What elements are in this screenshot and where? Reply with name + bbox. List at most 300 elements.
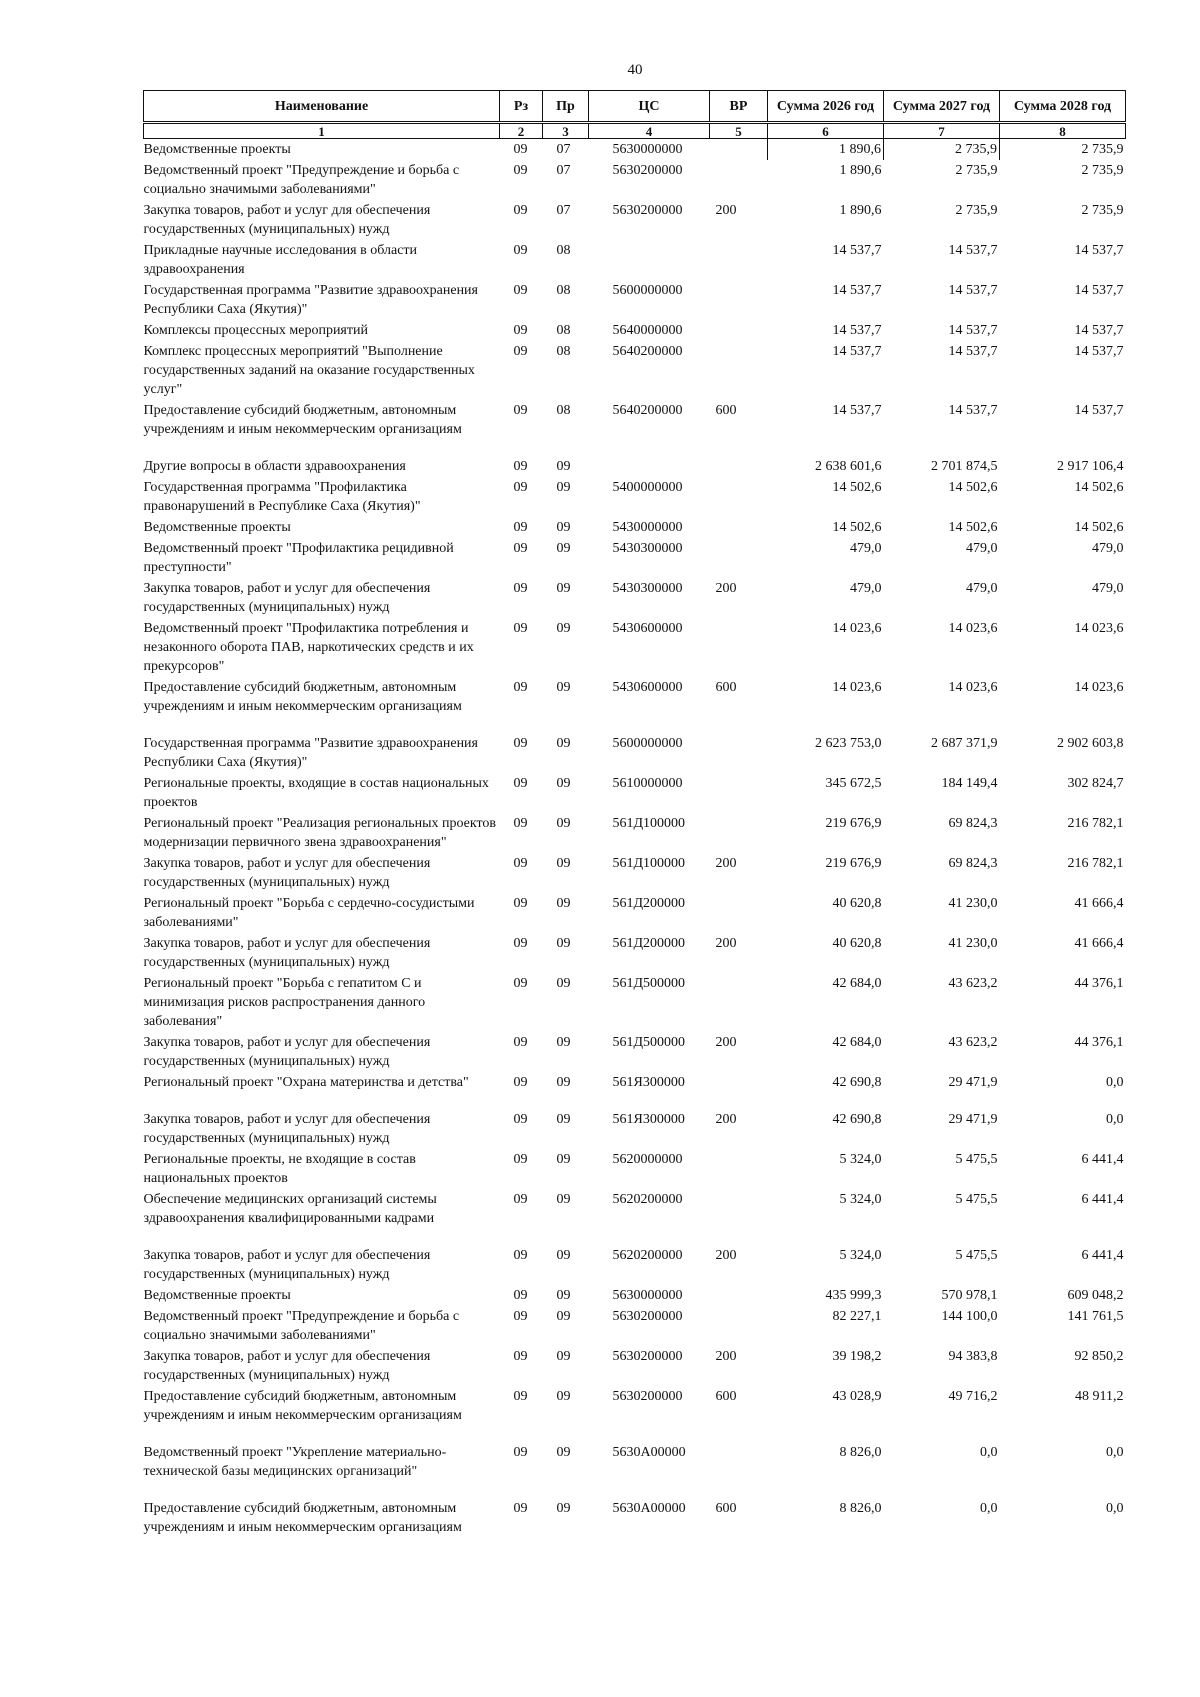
table-row [144,200,1126,240]
row-sum-2028: 44 376,1 [1074,1035,1124,1050]
row-spacer [144,1426,1126,1442]
row-name: Предоставление субсидий бюджетным, автономным учреждениям и иным некоммерческим организациям [143,1389,462,1423]
row-pr: 09 [556,1035,571,1050]
row-rz: 09 [513,1035,528,1050]
row-vr [710,477,768,517]
table-row [144,1442,1126,1482]
row-cs: 5600000000 [612,736,683,751]
row-name: Ведомственные проекты [143,1288,291,1303]
row-name: Другие вопросы в области здравоохранения [143,459,406,474]
row-sum-2027: 5 475,5 [955,1248,998,1263]
row-sum-2027: 41 230,0 [948,936,998,951]
row-cs: 5600000000 [612,283,683,298]
row-sum-2026: 8 826,0 [839,1445,882,1460]
column-number: 1 [144,123,500,139]
row-pr: 09 [556,856,571,871]
row-sum-2028: 6 441,4 [1081,1192,1124,1207]
spacer-cell [144,1482,1126,1498]
row-sum-2027: 49 716,2 [948,1389,998,1404]
row-name: Региональный проект "Борьба с сердечно-сосудистыми заболеваниями" [143,896,475,930]
table-row [144,618,1126,677]
row-rz: 09 [513,1075,528,1090]
table-row [144,1072,1126,1093]
row-name: Государственная программа "Развитие здравоохранения Республики Саха (Якутия)" [143,283,478,317]
row-sum-2027: 2 735,9 [884,139,1000,161]
row-rz: 09 [513,621,528,636]
row-cs [589,240,710,280]
column-number: 6 [768,123,884,139]
row-sum-2028: 41 666,4 [1074,936,1124,951]
row-vr [710,280,768,320]
row-sum-2026: 42 684,0 [832,976,882,991]
table-row [144,1032,1126,1072]
row-name: Предоставление субсидий бюджетным, автономным учреждениям и иным некоммерческим организациям [143,680,462,714]
row-pr: 08 [556,403,571,418]
table-row [144,1189,1126,1229]
row-sum-2028: 2 735,9 [1081,203,1124,218]
row-pr: 07 [556,163,571,178]
row-name: Закупка товаров, работ и услуг для обеспечения государственных (муниципальных) нужд [143,1035,431,1069]
row-sum-2027: 0,0 [980,1445,998,1460]
row-sum-2027: 184 149,4 [941,776,998,791]
table-row [144,733,1126,773]
row-pr: 09 [556,936,571,951]
row-sum-2026: 14 537,7 [832,403,882,418]
row-sum-2026: 14 537,7 [832,283,882,298]
table-row [144,456,1126,477]
row-cs: 5620200000 [612,1248,683,1263]
row-sum-2028: 14 502,6 [1074,520,1124,535]
budget-table [143,90,1126,1538]
spacer-cell [144,717,1126,733]
row-rz: 09 [513,736,528,751]
row-sum-2026: 42 690,8 [832,1112,882,1127]
row-name: Ведомственный проект "Предупреждение и борьба с социально значимыми заболеваниями" [143,1309,460,1343]
row-rz: 09 [513,1389,528,1404]
row-name: Региональный проект "Охрана материнства и детства" [143,1075,469,1090]
row-sum-2028: 216 782,1 [1067,816,1124,831]
row-sum-2026: 14 023,6 [832,680,882,695]
row-name: Обеспечение медицинских организаций системы здравоохранения квалифицированными кадрами [143,1192,437,1226]
row-sum-2028: 14 023,6 [1074,621,1124,636]
row-sum-2028: 2 902 603,8 [1057,736,1124,751]
budget-table-container [143,90,1125,1538]
row-sum-2028: 2 917 106,4 [1057,459,1124,474]
table-row [144,538,1126,578]
row-rz: 09 [513,936,528,951]
row-vr [710,1306,768,1346]
row-sum-2028: 141 761,5 [1067,1309,1124,1324]
row-name: Региональные проекты, входящие в состав национальных проектов [143,776,489,810]
row-rz: 09 [513,344,528,359]
row-vr: 200 [715,203,737,218]
row-vr: 600 [715,1501,737,1516]
table-row [144,773,1126,813]
table-row [144,240,1126,280]
row-pr: 09 [556,736,571,751]
row-sum-2026: 2 623 753,0 [815,736,882,751]
row-vr: 200 [715,936,737,951]
row-name: Ведомственные проекты [143,142,291,157]
row-sum-2028: 0,0 [1106,1112,1124,1127]
row-pr: 09 [556,480,571,495]
spacer-cell [144,1093,1126,1109]
row-vr [710,517,768,538]
column-number: 2 [500,123,543,139]
row-sum-2028: 0,0 [1106,1075,1124,1090]
row-vr: 200 [715,1035,737,1050]
row-name: Ведомственный проект "Профилактика рецидивной преступности" [143,541,454,575]
row-vr [710,320,768,341]
row-name: Предоставление субсидий бюджетным, автономным учреждениям и иным некоммерческим организациям [143,403,462,437]
row-sum-2028: 41 666,4 [1074,896,1124,911]
row-cs: 5430300000 [612,581,683,596]
row-vr: 600 [715,680,737,695]
row-vr: 600 [715,1389,737,1404]
row-sum-2026: 1 890,6 [839,163,882,178]
row-rz: 09 [513,1349,528,1364]
row-cs: 5630200000 [612,203,683,218]
row-sum-2026: 14 537,7 [832,323,882,338]
row-pr: 09 [556,581,571,596]
row-sum-2028: 14 537,7 [1074,323,1124,338]
row-sum-2026: 1 890,6 [839,203,882,218]
row-cs: 5430300000 [612,541,683,556]
row-cs: 5620000000 [612,1152,683,1167]
row-cs: 5630А00000 [612,1501,686,1516]
row-spacer [144,1482,1126,1498]
row-vr: 600 [715,403,737,418]
row-sum-2027: 14 502,6 [948,480,998,495]
row-sum-2028: 14 537,7 [1074,344,1124,359]
row-name: Комплекс процессных мероприятий "Выполнение государственных заданий на оказание государственных услуг" [143,344,475,397]
row-cs: 561Я300000 [612,1075,685,1090]
row-vr [710,773,768,813]
row-cs: 5430600000 [612,621,683,636]
row-sum-2028: 14 502,6 [1074,480,1124,495]
row-vr [710,139,768,161]
row-vr [710,1442,768,1482]
row-name: Государственная программа "Развитие здравоохранения Республики Саха (Якутия)" [143,736,478,770]
row-rz: 09 [513,1288,528,1303]
row-cs: 561Д500000 [612,1035,686,1050]
row-sum-2028: 0,0 [1106,1501,1124,1516]
row-cs: 5430600000 [612,680,683,695]
row-pr: 09 [556,541,571,556]
row-rz: 09 [513,480,528,495]
row-vr [710,240,768,280]
row-rz: 09 [513,520,528,535]
row-sum-2027: 14 023,6 [948,680,998,695]
row-cs: 5630А00000 [612,1445,686,1460]
row-sum-2026: 14 502,6 [832,480,882,495]
row-cs: 5610000000 [612,776,683,791]
row-sum-2028: 216 782,1 [1067,856,1124,871]
column-number: 3 [543,123,589,139]
row-pr: 07 [556,142,571,157]
row-vr [710,538,768,578]
row-sum-2027: 570 978,1 [941,1288,998,1303]
row-vr [710,341,768,400]
row-vr [710,1072,768,1093]
row-sum-2027: 43 623,2 [948,1035,998,1050]
row-rz: 09 [513,1445,528,1460]
spacer-cell [144,1426,1126,1442]
table-row [144,677,1126,717]
row-pr: 09 [556,896,571,911]
row-pr: 09 [556,1075,571,1090]
column-number: 8 [1000,123,1126,139]
header-sum-2028: Сумма 2028 год [1000,91,1126,123]
table-row [144,578,1126,618]
row-sum-2026: 479,0 [850,581,882,596]
row-cs: 5430000000 [612,520,683,535]
row-spacer [144,1093,1126,1109]
row-pr: 09 [556,1309,571,1324]
row-name: Закупка товаров, работ и услуг для обеспечения государственных (муниципальных) нужд [143,936,431,970]
row-vr: 200 [715,1112,737,1127]
row-pr: 09 [556,459,571,474]
header-pr: Пр [543,91,589,123]
row-name: Закупка товаров, работ и услуг для обеспечения государственных (муниципальных) нужд [143,581,431,615]
row-vr [710,893,768,933]
table-row [144,1346,1126,1386]
row-name: Государственная программа "Профилактика правонарушений в Республике Саха (Якутия)" [143,480,421,514]
row-vr [710,456,768,477]
row-pr: 07 [556,203,571,218]
row-vr [710,1149,768,1189]
header-rz: Рз [500,91,543,123]
row-sum-2026: 219 676,9 [825,856,882,871]
table-header [144,91,1126,139]
row-sum-2026: 14 537,7 [832,344,882,359]
row-cs [589,456,710,477]
row-rz: 09 [513,581,528,596]
row-sum-2027: 5 475,5 [955,1152,998,1167]
table-row [144,280,1126,320]
row-sum-2027: 14 537,7 [948,344,998,359]
table-row [144,341,1126,400]
row-cs: 5640200000 [612,344,683,359]
row-vr: 200 [715,1248,737,1263]
row-vr: 200 [715,1349,737,1364]
row-vr [710,813,768,853]
row-sum-2027: 14 502,6 [948,520,998,535]
row-pr: 09 [556,1389,571,1404]
row-sum-2026: 39 198,2 [832,1349,882,1364]
row-pr: 09 [556,816,571,831]
row-pr: 09 [556,776,571,791]
row-sum-2027: 69 824,3 [948,856,998,871]
row-sum-2027: 29 471,9 [948,1075,998,1090]
row-sum-2026: 82 227,1 [832,1309,882,1324]
row-rz: 09 [513,856,528,871]
spacer-cell [144,440,1126,456]
row-sum-2028: 479,0 [1092,581,1124,596]
row-sum-2026: 5 324,0 [839,1248,882,1263]
column-numbers-row [144,123,1126,139]
row-cs: 5630200000 [612,1309,683,1324]
row-name: Ведомственный проект "Профилактика потребления и незаконного оборота ПАВ, наркотических средств и их прекурсоров" [143,621,474,674]
row-pr: 08 [556,283,571,298]
row-name: Закупка товаров, работ и услуг для обеспечения государственных (муниципальных) нужд [143,856,431,890]
row-sum-2026: 479,0 [850,541,882,556]
row-rz: 09 [513,1501,528,1516]
row-cs: 5640200000 [612,403,683,418]
table-row [144,517,1126,538]
row-sum-2027: 94 383,8 [948,1349,998,1364]
row-sum-2027: 14 537,7 [948,403,998,418]
table-row [144,893,1126,933]
row-cs: 561Д500000 [612,976,686,991]
row-sum-2027: 43 623,2 [948,976,998,991]
row-sum-2027: 2 701 874,5 [931,459,998,474]
row-sum-2026: 42 684,0 [832,1035,882,1050]
row-sum-2026: 14 502,6 [832,520,882,535]
row-name: Закупка товаров, работ и услуг для обеспечения государственных (муниципальных) нужд [143,1112,431,1146]
column-number: 7 [884,123,1000,139]
row-sum-2028: 48 911,2 [1075,1389,1124,1404]
row-vr [710,618,768,677]
row-sum-2026: 40 620,8 [832,896,882,911]
row-sum-2028: 302 824,7 [1067,776,1124,791]
row-cs: 5630000000 [612,1288,683,1303]
row-rz: 09 [513,1192,528,1207]
row-spacer [144,440,1126,456]
row-rz: 09 [513,243,528,258]
spacer-cell [144,1229,1126,1245]
row-sum-2027: 479,0 [966,581,998,596]
row-pr: 08 [556,344,571,359]
table-row [144,1149,1126,1189]
row-vr [710,160,768,200]
row-pr: 09 [556,1192,571,1207]
table-row [144,973,1126,1032]
row-pr: 09 [556,520,571,535]
page-number: 40 [627,62,643,78]
row-cs: 561Д200000 [612,936,686,951]
row-sum-2027: 2 735,9 [955,203,998,218]
row-name: Предоставление субсидий бюджетным, автономным учреждениям и иным некоммерческим организациям [143,1501,462,1535]
row-rz: 09 [513,323,528,338]
table-row [144,1306,1126,1346]
row-sum-2027: 2 735,9 [955,163,998,178]
row-sum-2028: 609 048,2 [1067,1288,1124,1303]
row-pr: 09 [556,680,571,695]
row-pr: 09 [556,1501,571,1516]
row-rz: 09 [513,142,528,157]
row-cs: 561Д100000 [612,856,686,871]
row-sum-2026: 435 999,3 [825,1288,882,1303]
row-vr [710,973,768,1032]
row-name: Закупка товаров, работ и услуг для обеспечения государственных (муниципальных) нужд [143,1349,431,1383]
table-row [144,1285,1126,1306]
row-pr: 08 [556,243,571,258]
row-sum-2026: 1 890,6 [768,139,884,161]
table-row [144,400,1126,440]
table-row [144,1245,1126,1285]
row-sum-2028: 14 537,7 [1074,403,1124,418]
row-spacer [144,1229,1126,1245]
row-cs: 5640000000 [612,323,683,338]
row-cs: 5400000000 [612,480,683,495]
row-sum-2026: 8 826,0 [839,1501,882,1516]
header-vr: ВР [710,91,768,123]
row-sum-2027: 2 687 371,9 [931,736,998,751]
row-sum-2027: 14 537,7 [948,283,998,298]
row-sum-2026: 345 672,5 [825,776,882,791]
table-body [144,139,1126,1539]
row-sum-2026: 43 028,9 [832,1389,882,1404]
table-row [144,1109,1126,1149]
row-rz: 09 [513,896,528,911]
row-vr: 200 [715,581,737,596]
row-name: Ведомственный проект "Предупреждение и борьба с социально значимыми заболеваниями" [143,163,460,197]
row-sum-2028: 14 023,6 [1074,680,1124,695]
row-sum-2026: 219 676,9 [825,816,882,831]
table-row [144,853,1126,893]
row-cs: 5630200000 [612,1349,683,1364]
row-sum-2027: 41 230,0 [948,896,998,911]
row-sum-2028: 6 441,4 [1081,1152,1124,1167]
row-name: Закупка товаров, работ и услуг для обеспечения государственных (муниципальных) нужд [143,203,431,237]
table-row [144,139,1126,161]
row-sum-2026: 5 324,0 [839,1192,882,1207]
row-sum-2026: 40 620,8 [832,936,882,951]
table-row [144,933,1126,973]
row-spacer [144,717,1126,733]
column-number: 4 [589,123,710,139]
row-sum-2028: 44 376,1 [1074,976,1124,991]
row-pr: 08 [556,323,571,338]
row-vr [710,733,768,773]
row-sum-2027: 14 023,6 [948,621,998,636]
table-row [144,477,1126,517]
row-sum-2027: 144 100,0 [941,1309,998,1324]
table-row [144,160,1126,200]
row-name: Закупка товаров, работ и услуг для обеспечения государственных (муниципальных) нужд [143,1248,431,1282]
row-name: Комплексы процессных мероприятий [143,323,368,338]
row-pr: 09 [556,1349,571,1364]
row-cs: 561Д100000 [612,816,686,831]
row-pr: 09 [556,976,571,991]
header-name: Наименование [144,91,500,123]
row-rz: 09 [513,163,528,178]
row-sum-2028: 2 735,9 [1081,163,1124,178]
row-pr: 09 [556,1152,571,1167]
row-sum-2028: 479,0 [1092,541,1124,556]
row-rz: 09 [513,1112,528,1127]
row-sum-2028: 6 441,4 [1081,1248,1124,1263]
row-cs: 5620200000 [612,1192,683,1207]
row-cs: 561Д200000 [612,896,686,911]
row-pr: 09 [556,1288,571,1303]
table-row [144,1498,1126,1538]
row-rz: 09 [513,403,528,418]
row-rz: 09 [513,680,528,695]
row-cs: 5630200000 [612,1389,683,1404]
row-sum-2026: 2 638 601,6 [815,459,882,474]
table-row [144,1386,1126,1426]
row-cs: 5630200000 [612,163,683,178]
row-rz: 09 [513,283,528,298]
table-row [144,813,1126,853]
row-sum-2028: 0,0 [1106,1445,1124,1460]
header-sum-2026: Сумма 2026 год [768,91,884,123]
row-sum-2027: 5 475,5 [955,1192,998,1207]
row-sum-2028: 92 850,2 [1074,1349,1124,1364]
row-rz: 09 [513,541,528,556]
